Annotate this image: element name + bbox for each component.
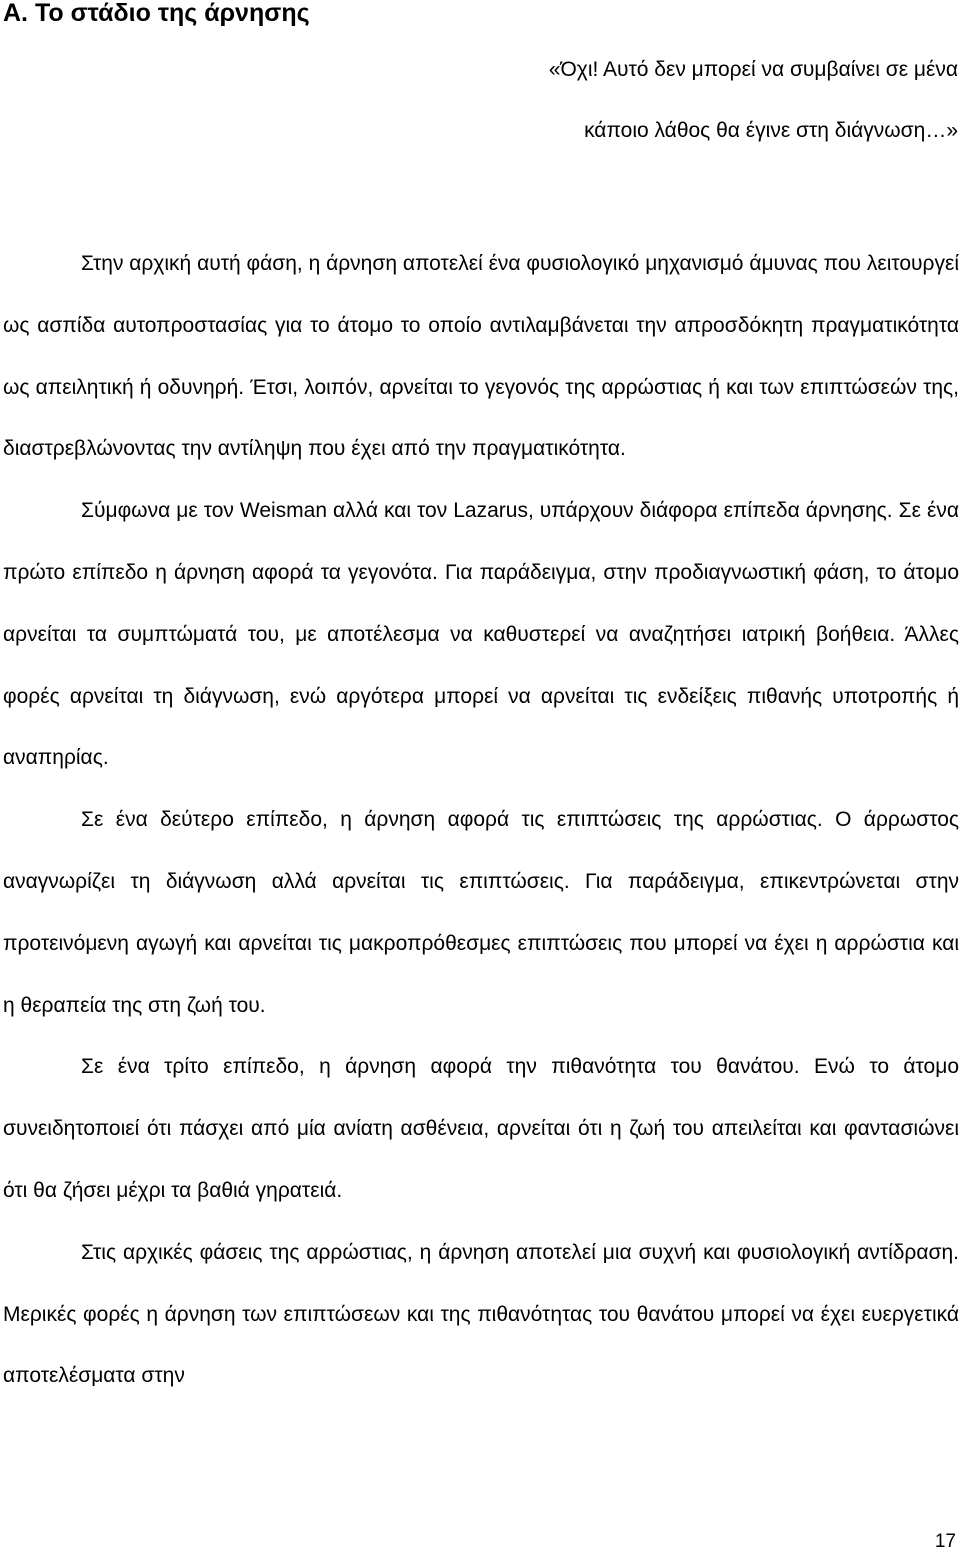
paragraph-2: Σύμφωνα με τον Weisman αλλά και τον Lazarus, υπάρχουν διάφορα επίπεδα άρνησης. Σε ένα πρώτο επίπεδο η άρνηση αφορά τα γεγονότα. Για παράδειγμα, στην προδιαγνωστική φάση, το άτομο αρνείται τα συμπτώματά του, με αποτέλεσμα να καθυστερεί να αναζητήσει ιατρική βοήθεια. Άλλες φορές αρνείται τη διάγνωση, ενώ αργότερα μπορεί να αρνείται τις ενδείξεις πιθανής υποτροπής ή αναπηρίας. (3, 499, 959, 770)
paragraph-3: Σε ένα δεύτερο επίπεδο, η άρνηση αφορά τις επιπτώσεις της αρρώστιας. Ο άρρωστος αναγνωρίζει τη διάγνωση αλλά αρνείται τις επιπτώσεις. Για παράδειγμα, επικεντρώνεται στην προτεινόμενη αγωγή και αρνείται τις μακροπρόθεσμες επιπτώσεις που μπορεί να έχει η αρρώστια και η θεραπεία της στη ζωή του. (3, 808, 959, 1017)
quote-line-2: κάποιο λάθος θα έγινε στη διάγνωση…» (584, 119, 958, 142)
paragraph-4: Σε ένα τρίτο επίπεδο, η άρνηση αφορά την πιθανότητα του θανάτου. Ενώ το άτομο συνειδητοποιεί ότι πάσχει από μία ανίατη ασθένεια, αρνείται ότι η ζωή του απειλείται και φαντασιώνει ότι θα ζήσει μέχρι τα βαθιά γηρατειά. (3, 1055, 959, 1202)
page-number: 17 (934, 1531, 956, 1552)
section-heading: Α. Το στάδιο της άρνησης (3, 0, 310, 27)
paragraph-1: Στην αρχική αυτή φάση, η άρνηση αποτελεί ένα φυσιολογικό μηχανισμό άμυνας που λειτουργεί ως ασπίδα αυτοπροστασίας για το άτομο το οποίο αντιλαμβάνεται την απροσδόκητη πραγματικότητα ως απειλητική ή οδυνηρή. Έτσι, λοιπόν, αρνείται το γεγονός της αρρώστιας ή και των επιπτώσεών της, διαστρεβλώνοντας την αντίληψη που έχει από την πραγματικότητα. (3, 252, 959, 461)
paragraph-5: Στις αρχικές φάσεις της αρρώστιας, η άρνηση αποτελεί μια συχνή και φυσιολογική αντίδραση. Μερικές φορές η άρνηση των επιπτώσεων και της πιθανότητας του θανάτου μπορεί να έχει ευεργετικά αποτελέσματα στην (3, 1240, 959, 1388)
body-text (3, 233, 959, 1407)
quote-line-1: «Όχι! Αυτό δεν μπορεί να συμβαίνει σε μένα (548, 58, 958, 81)
